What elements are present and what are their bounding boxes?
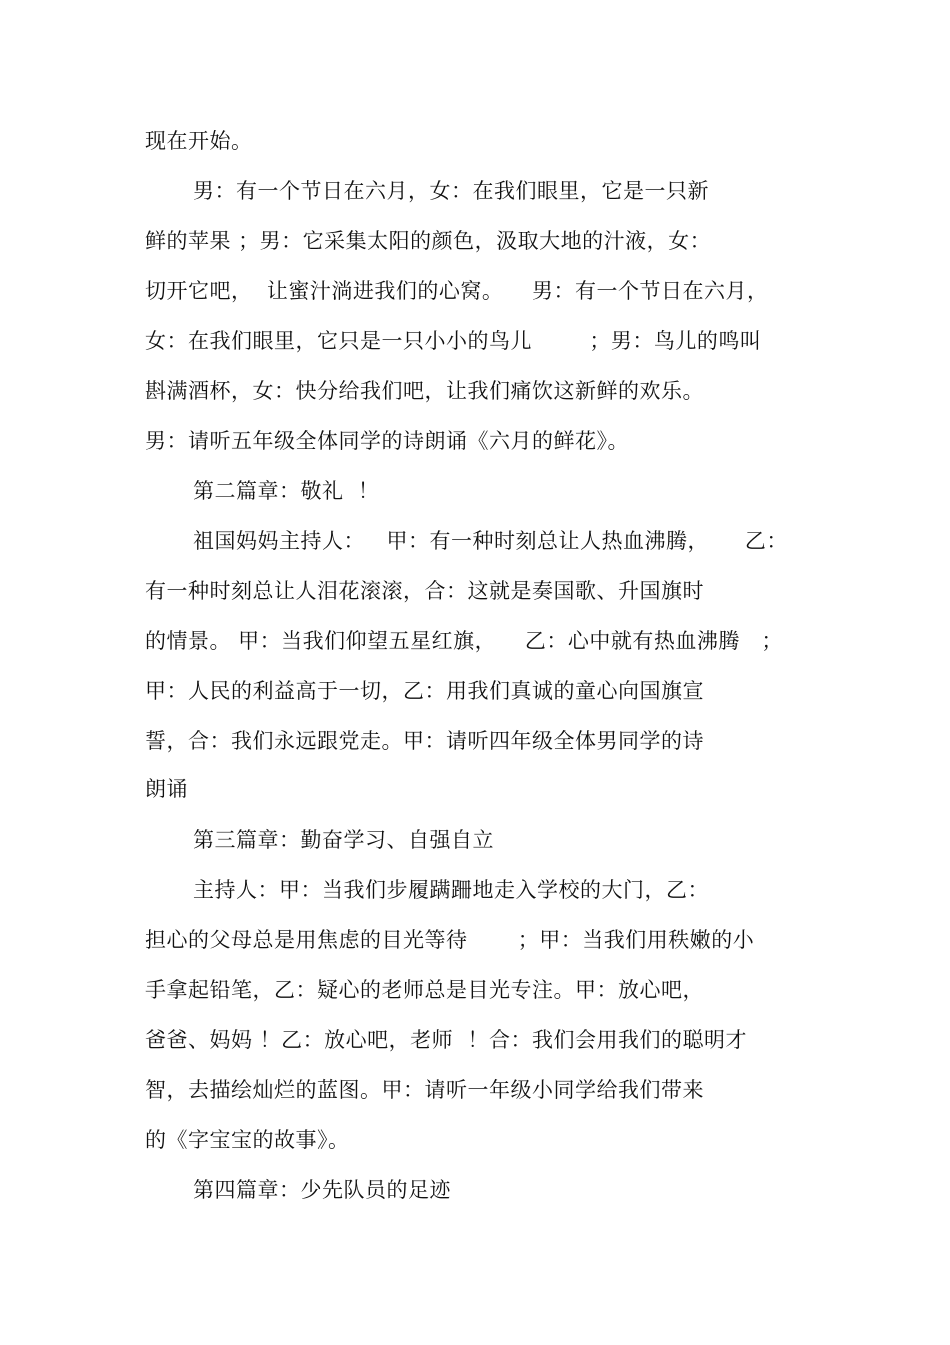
text-line: 爸爸、妈妈 ！乙：放心吧，老师 ！合：我们会用我们的聪明才	[145, 1028, 748, 1052]
text-line: 现在开始。	[145, 129, 253, 153]
text-line: 男：请听五年级全体同学的诗朗诵《六月的鲜花》。	[145, 429, 629, 453]
text-line: 祖国妈妈主持人： 甲：有一种时刻总让人热血沸腾， 乙：	[193, 529, 788, 553]
text-line: 誓，合：我们永远跟党走。甲：请听四年级全体男同学的诗	[145, 729, 704, 753]
chapter-heading: 第二篇章：敬礼 ！	[193, 479, 380, 503]
text-line: 男：有一个节日在六月，女：在我们眼里，它是一只新	[193, 179, 709, 203]
chapter-heading: 第四篇章：少先队员的足迹	[193, 1178, 451, 1202]
text-line: 女：在我们眼里，它只是一只小小的鸟儿 ；男：鸟儿的鸣叫	[145, 329, 762, 353]
text-line: 手拿起铅笔，乙：疑心的老师总是目光专注。甲：放心吧，	[145, 978, 704, 1002]
text-line: 有一种时刻总让人泪花滚滚，合：这就是奏国歌、升国旗时	[145, 579, 704, 603]
text-line: 主持人：甲：当我们步履蹒跚地走入学校的大门，乙：	[193, 878, 709, 902]
text-line: 斟满酒杯，女：快分给我们吧，让我们痛饮这新鲜的欢乐。	[145, 379, 704, 403]
text-line: 切开它吧， 让蜜汁淌进我们的心窝。 男：有一个节日在六月，	[145, 279, 769, 303]
text-line: 担心的父母总是用焦虑的目光等待 ；甲：当我们用秩嫩的小	[145, 928, 755, 952]
text-line: 鲜的苹果 ；男：它采集太阳的颜色，汲取大地的汁液，女：	[145, 229, 712, 253]
text-line: 甲：人民的利益高于一切，乙：用我们真诚的童心向国旗宣	[145, 679, 704, 703]
text-line: 智，去描绘灿烂的蓝图。甲：请听一年级小同学给我们带来	[145, 1078, 704, 1102]
text-line: 的情景。 甲：当我们仰望五星红旗， 乙：心中就有热血沸腾 ；	[145, 629, 783, 653]
chapter-heading: 第三篇章：勤奋学习、自强自立	[193, 828, 494, 852]
text-line: 朗诵	[145, 777, 188, 801]
text-line: 的《字宝宝的故事》。	[145, 1128, 350, 1152]
